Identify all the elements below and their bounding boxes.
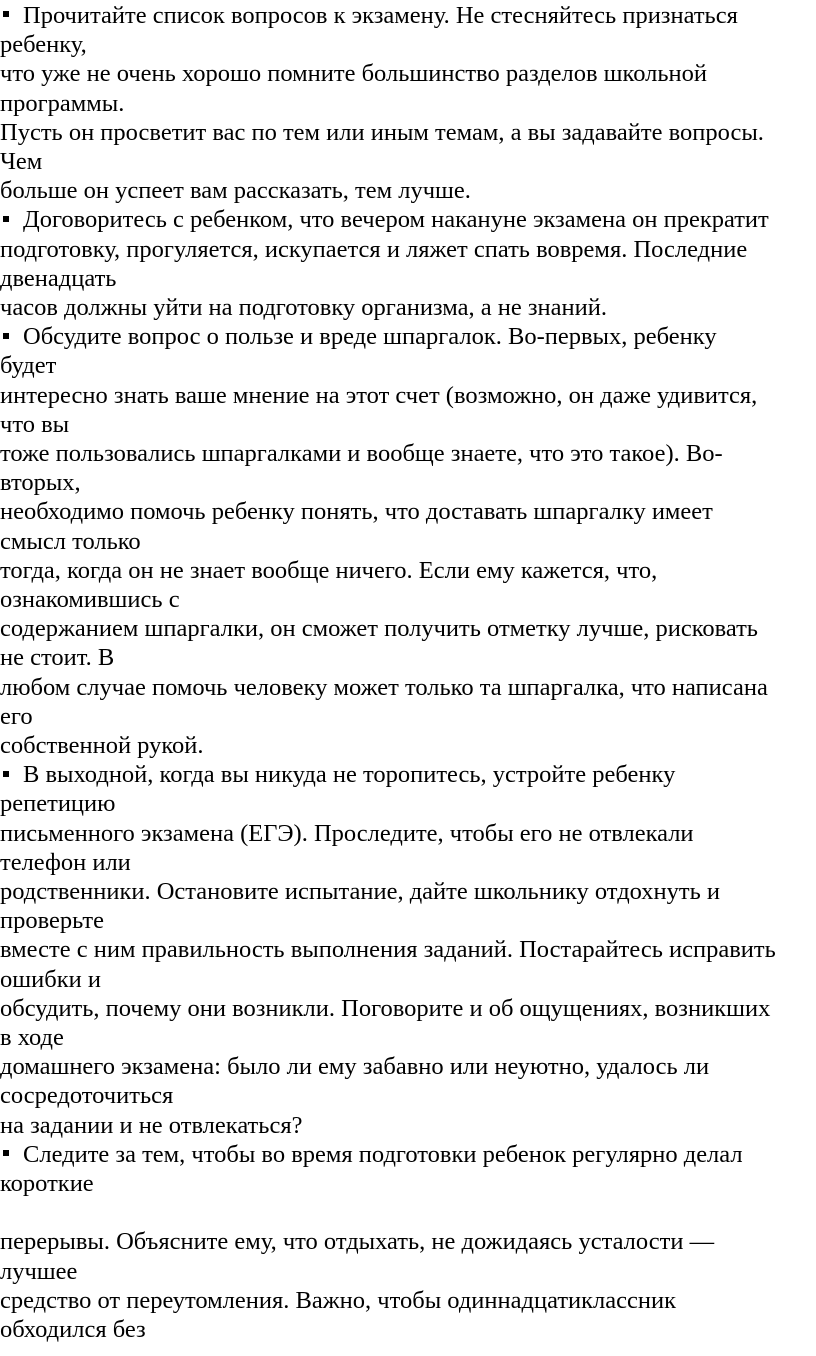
text-line	[0, 994, 770, 1023]
line-text: собственной рукой.	[0, 732, 204, 759]
line-text: двенадцать	[0, 264, 117, 292]
text-line	[0, 702, 33, 731]
line-text: обсудить, почему они возникли. Поговорите и об ощущениях, возникших	[0, 994, 771, 1022]
line-text: подготовку, прогуляется, искупается и ляжет спать вовремя. Последние	[0, 235, 748, 263]
line-text: любом случае помочь человеку может только та шпаргалка, что написана	[0, 673, 768, 701]
line-text: письменного экзамена (ЕГЭ). Проследите, чтобы его не отвлекали	[0, 819, 694, 847]
text-line	[0, 877, 720, 906]
line-text: вместе с ним правильность выполнения заданий. Постарайтесь исправить	[0, 936, 776, 964]
text-line	[0, 176, 471, 205]
text-line	[0, 1169, 94, 1198]
text-line	[0, 556, 657, 585]
line-text: ошибки и	[0, 965, 101, 993]
line-text: домашнего экзамена: было ли ему забавно или неуютно, удалось ли	[0, 1053, 710, 1081]
line-text: больше он успеет вам рассказать, тем лучше.	[0, 177, 471, 205]
line-text: вторых,	[0, 469, 81, 497]
text-line	[0, 643, 114, 672]
line-text: Чем	[0, 148, 43, 175]
line-text: проверьте	[0, 907, 104, 935]
line-text: содержанием шпаргалки, он сможет получить отметку лучше, рисковать	[0, 615, 758, 643]
line-text: Следите за тем, чтобы во время подготовки ребенок регулярно делал	[23, 1140, 743, 1168]
line-text: ознакомившись с	[0, 586, 180, 613]
line-text: Обсудите вопрос о пользе и вреде шпаргалок. Во-первых, ребенку	[23, 323, 717, 351]
text-line	[0, 585, 180, 614]
bullet-list-item-line	[0, 1, 738, 30]
line-text: интересно знать ваше мнение на этот счет (возможно, он даже удивится,	[0, 381, 758, 409]
line-text: короткие	[0, 1170, 94, 1197]
line-text: сосредоточиться	[0, 1082, 174, 1110]
text-line	[0, 614, 758, 643]
text-line	[0, 89, 124, 118]
text-line	[0, 264, 116, 293]
text-line	[0, 1227, 714, 1256]
line-text: Прочитайте список вопросов к экзамену. Не стесняйтесь признаться	[23, 2, 738, 29]
square-bullet-icon	[3, 333, 9, 339]
line-text: смысл только	[0, 527, 141, 555]
text-line	[0, 1111, 302, 1140]
text-line	[0, 381, 757, 410]
text-line	[0, 1286, 676, 1315]
line-text: необходимо помочь ребенку понять, что доставать шпаргалку имеет	[0, 498, 713, 526]
text-line	[0, 673, 768, 702]
square-bullet-icon	[3, 771, 9, 777]
line-text: родственники. Остановите испытание, дайте школьнику отдохнуть и	[0, 878, 721, 905]
text-line	[0, 293, 607, 322]
line-text: Пусть он просветит вас по тем или иным темам, а вы задавайте вопросы.	[0, 118, 764, 146]
text-line	[0, 819, 694, 848]
line-text: телефон или	[0, 848, 131, 876]
text-line	[0, 527, 141, 556]
line-text: средство от переутомления. Важно, чтобы одиннадцатиклассник	[0, 1286, 677, 1314]
bullet-list-item-line	[0, 760, 675, 789]
text-line	[0, 439, 723, 468]
line-text: в ходе	[0, 1024, 64, 1051]
text-line	[0, 965, 101, 994]
text-line	[0, 351, 56, 380]
text-line	[0, 59, 707, 88]
text-line	[0, 1315, 146, 1344]
line-text: на задании и не отвлекаться?	[0, 1111, 303, 1139]
line-text: часов должны уйти на подготовку организма, а не знаний.	[0, 294, 607, 321]
text-line	[0, 468, 81, 497]
line-text: что вы	[0, 410, 70, 438]
text-line	[0, 410, 69, 439]
text-line	[0, 1023, 64, 1052]
bullet-list-item-line	[0, 205, 769, 234]
text-line	[0, 147, 42, 176]
line-text: не стоит. В	[0, 644, 115, 672]
line-text: репетицию	[0, 790, 116, 818]
text-line	[0, 848, 131, 877]
line-text: В выходной, когда вы никуда не торопитесь, устройте ребенку	[23, 761, 676, 789]
text-line	[0, 731, 204, 760]
text-line	[0, 1052, 709, 1081]
line-text: лучшее	[0, 1257, 78, 1285]
text-line	[0, 235, 747, 264]
bullet-list-item-line	[0, 322, 717, 351]
square-bullet-icon	[3, 11, 9, 17]
square-bullet-icon	[3, 1150, 9, 1156]
bullet-list-item-line	[0, 1140, 743, 1169]
line-text: тоже пользовались шпаргалками и вообще знаете, что это такое). Во-	[0, 440, 723, 467]
line-text: тогда, когда он не знает вообще ничего. Если ему кажется, что,	[0, 556, 658, 584]
text-line	[0, 1257, 77, 1286]
text-line	[0, 118, 764, 147]
line-text: обходился без	[0, 1316, 146, 1343]
text-line	[0, 497, 713, 526]
line-text: перерывы. Объясните ему, что отдыхать, не дожидаясь усталости —	[0, 1228, 715, 1256]
line-text: что уже не очень хорошо помните большинство разделов школьной	[0, 60, 708, 88]
line-text: программы.	[0, 89, 125, 117]
line-text: его	[0, 702, 33, 730]
text-line	[0, 789, 115, 818]
line-text: ребенку,	[0, 31, 87, 59]
square-bullet-icon	[3, 216, 9, 222]
text-line	[0, 30, 87, 59]
line-text: будет	[0, 352, 57, 380]
text-line	[0, 906, 104, 935]
line-text: Договоритесь с ребенком, что вечером накануне экзамена он прекратит	[23, 206, 769, 234]
text-line	[0, 1081, 173, 1110]
text-line	[0, 935, 776, 964]
